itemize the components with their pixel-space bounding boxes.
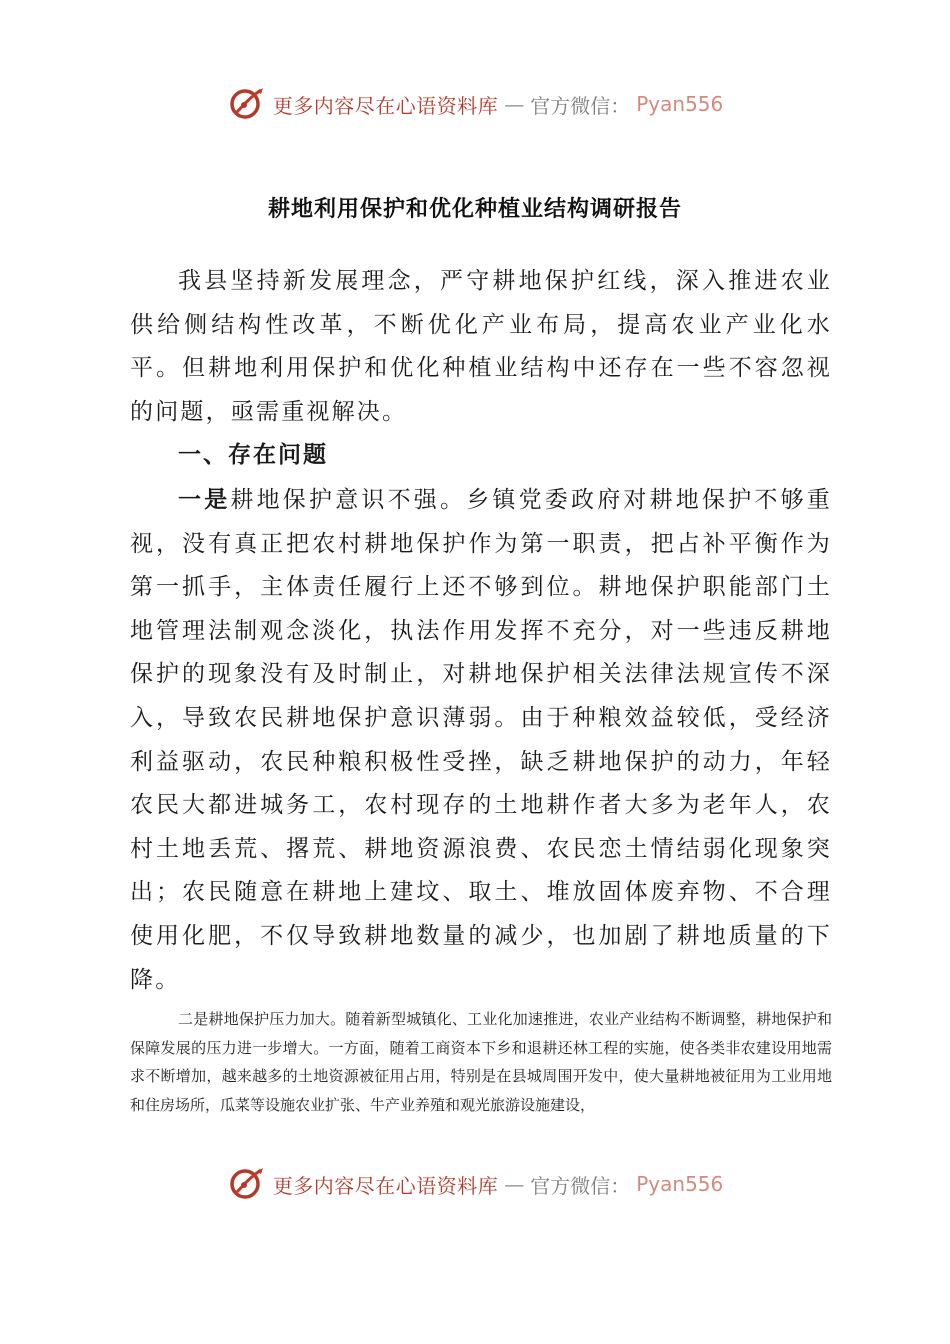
- section-heading: 一、存在问题: [178, 442, 328, 468]
- paragraph-two: 二是耕地保护压力加大。随着新型城镇化、工业化加速推进，农业产业结构不断调整，耕地保护和保障发展的压力进一步增大。一方面，随着工商资本下乡和退耕还林工程的实施，使各类非农建设用地需求不断增加，越来越多的土地资源被征用占用，特别是在县城周围开发中，使大量耕地被征用为工业用地和住房场所，瓜菜等设施农业扩张、牛产业养殖和观光旅游设施建设，: [130, 1010, 832, 1114]
- watermark-official-label: 官方微信：: [530, 93, 631, 118]
- document-title: 耕地利用保护和优化种植业结构调研报告: [267, 197, 682, 222]
- watermark-wechat-id: Pyan556: [636, 1172, 724, 1196]
- paragraph-one: [130, 479, 832, 1002]
- intro-paragraph: 我县坚持新发展理念，严守耕地保护红线，深入推进农业供给侧结构性改革，不断优化产业布局，提高农业产业化水平。但耕地利用保护和优化种植业结构中还存在一些不容忽视的问题，亟需重视解决。: [130, 268, 832, 425]
- paragraph-one-text: 耕地保护意识不强。乡镇党委政府对耕地保护不够重视，没有真正把农村耕地保护作为第一职责，把占补平衡作为第一抓手，主体责任履行上还不够到位。耕地保护职能部门土地管理法制观念淡化，执法作用发挥不充分，对一些违反耕地保护的现象没有及时制止，对耕地保护相关法律法规宣传不深入，导致农民耕地保护意识薄弱。由于种粮效益较低，受经济利益驱动，农民种粮积极性受挫，缺乏耕地保护的动力，年轻农民大都进城务工，农村现存的土地耕作者大多为老年人，农村土地丢荒、撂荒、耕地资源浪费、农民恋土情结弱化现象突出；农民随意在耕地上建坟、取土、堆放固体废弃物、不合理使用化肥，不仅导致耕地数量的减少，也加剧了耕地质量的下降。: [130, 487, 832, 993]
- watermark-dash: —: [504, 92, 525, 116]
- brush-logo-icon: [227, 1164, 267, 1204]
- watermark-text: 更多内容尽在心语资料库: [272, 93, 499, 118]
- watermark-footer: [0, 1162, 950, 1206]
- watermark-text: 更多内容尽在心语资料库: [272, 1173, 499, 1198]
- watermark-wechat-id: Pyan556: [636, 92, 724, 116]
- brush-logo-icon: [227, 84, 267, 124]
- watermark-official-label: 官方微信：: [530, 1173, 631, 1198]
- paragraph-one-lead: 一是: [178, 487, 231, 513]
- watermark-dash: —: [504, 1172, 525, 1196]
- watermark-header: [0, 82, 950, 126]
